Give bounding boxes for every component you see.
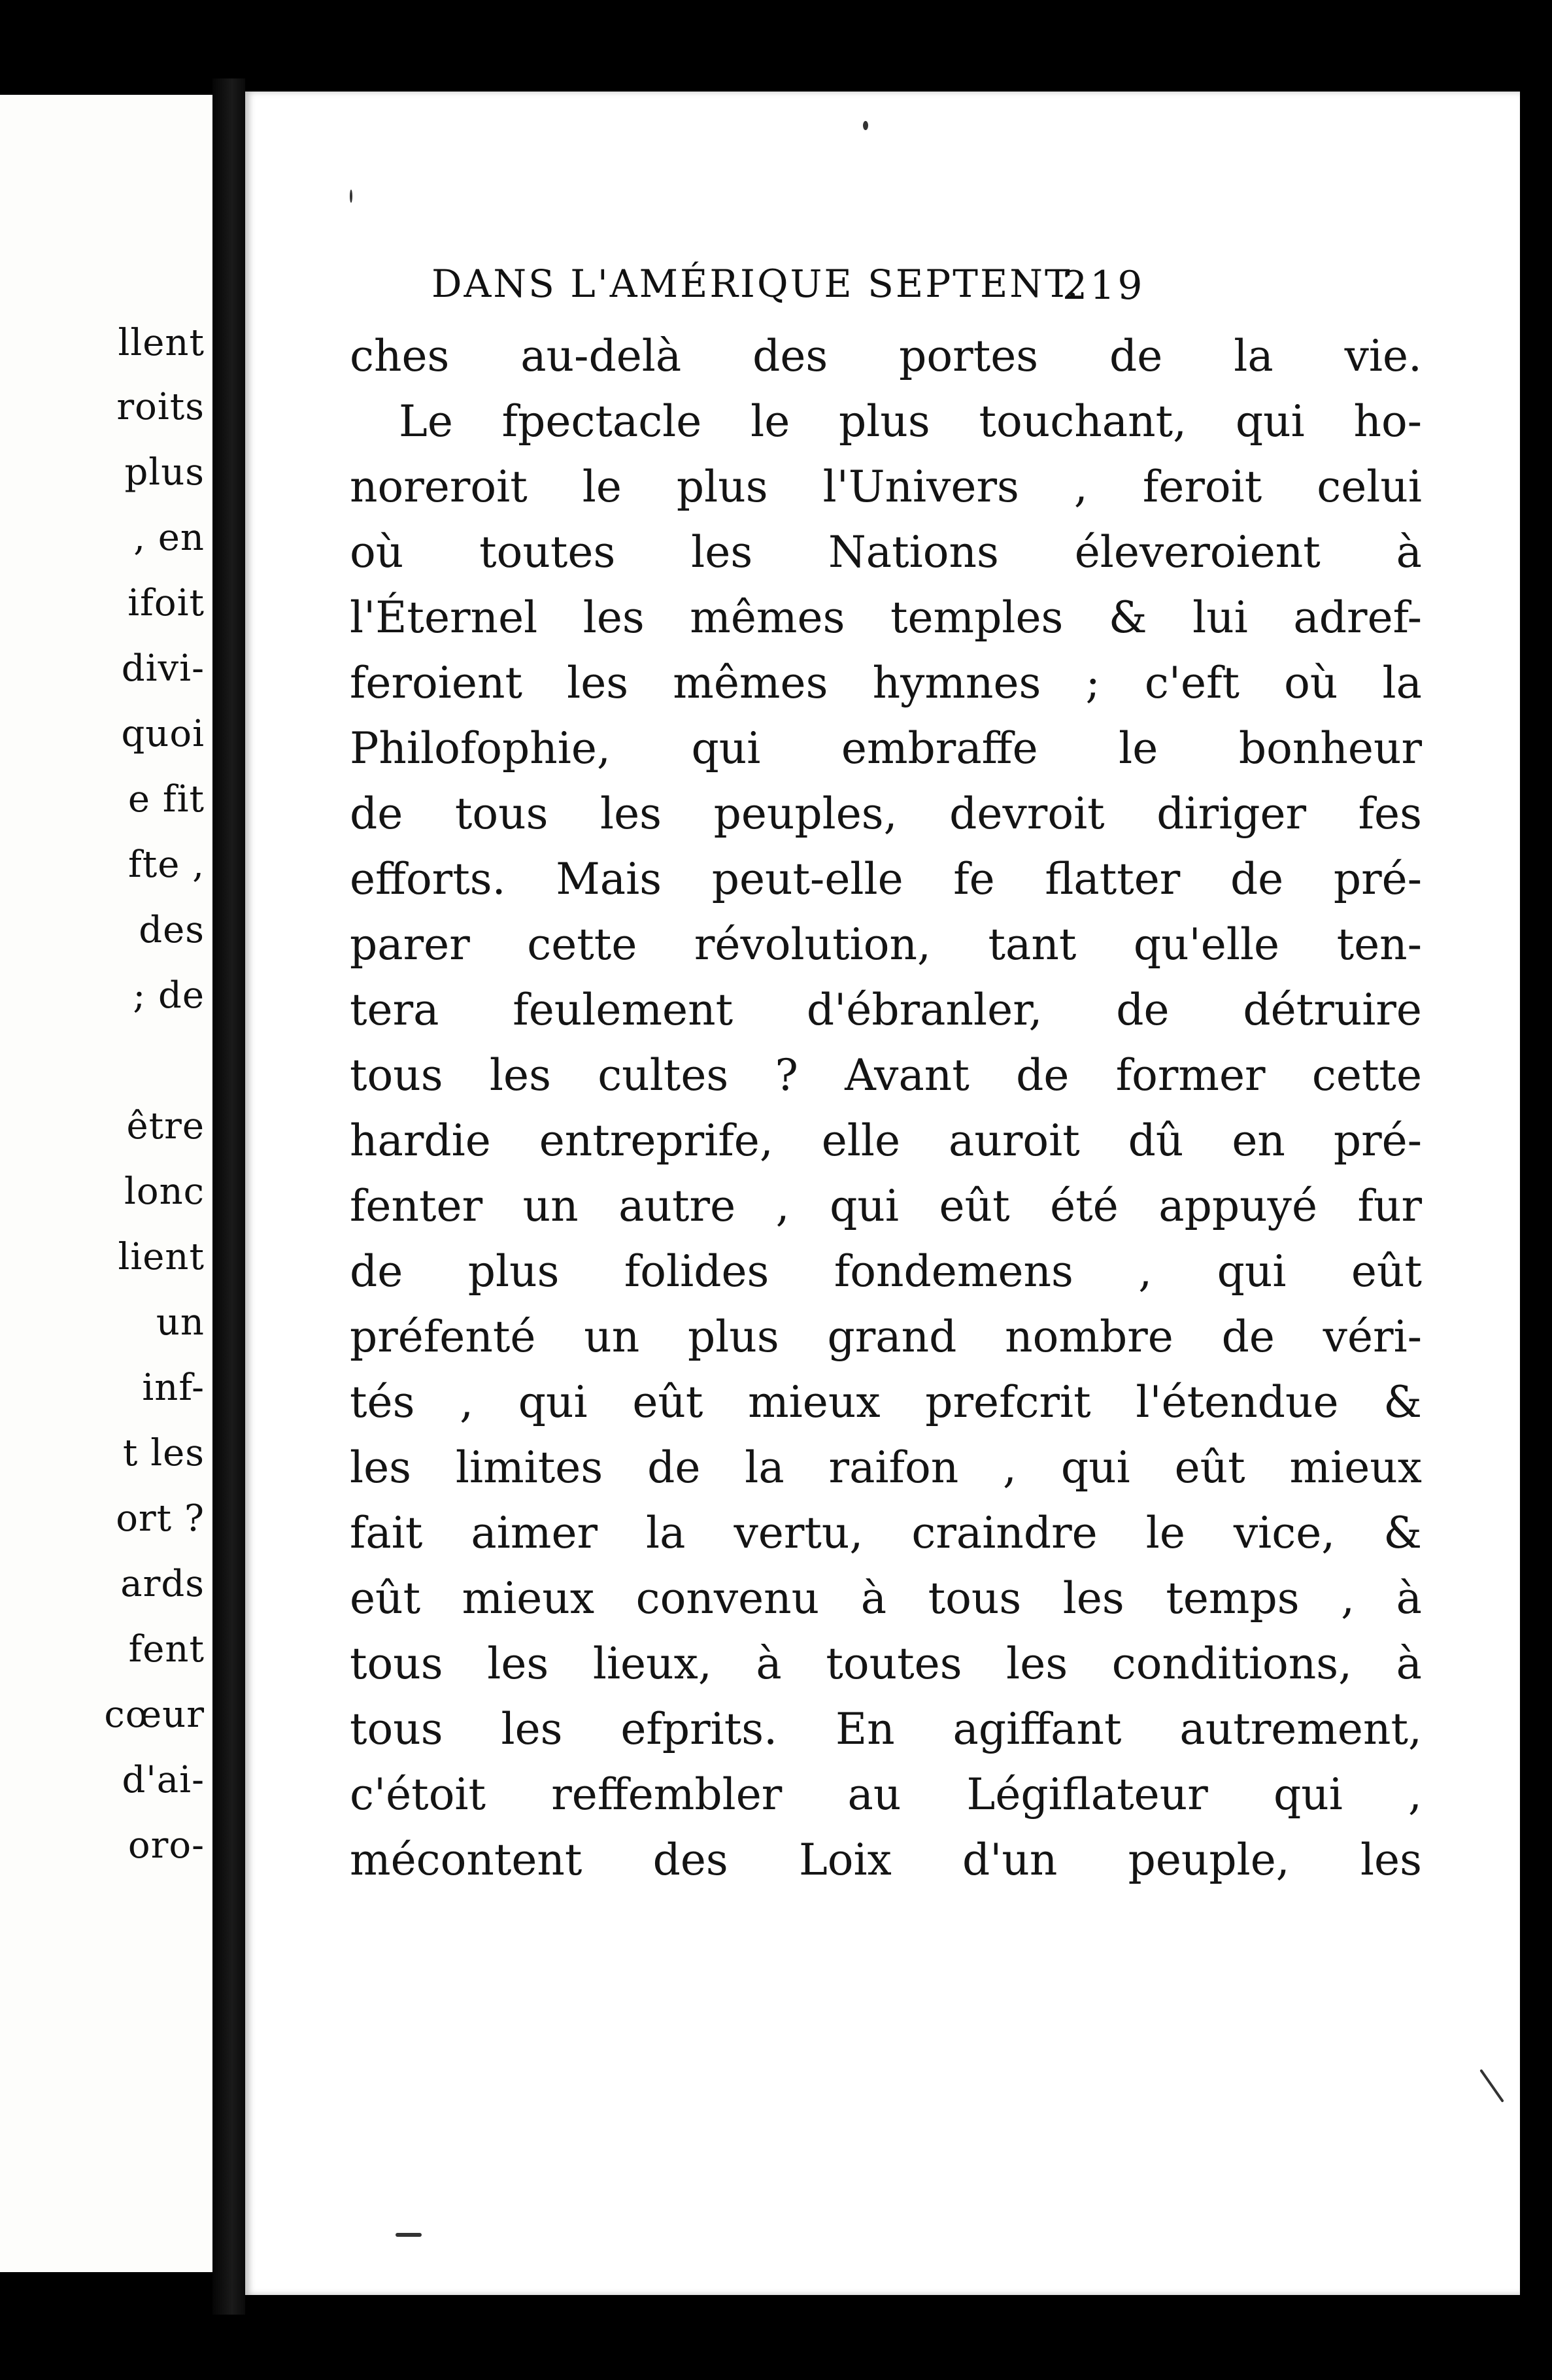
left-line: roits — [116, 386, 205, 428]
left-line: llent — [118, 322, 205, 364]
left-line: ifoit — [127, 582, 205, 624]
running-head: DANS L'AMÉRIQUE SEPTENT. — [431, 262, 1081, 306]
body-line: ches au-delà des portes de la vie. — [350, 331, 1422, 381]
left-line: divi- — [121, 647, 205, 690]
body-line: préfenté un plus grand nombre de véri- — [350, 1312, 1422, 1362]
paper-speck — [863, 121, 868, 130]
body-line: tera feulement d'ébranler, de détruire — [350, 985, 1422, 1035]
body-line: noreroit le plus l'Univers , feroit celui — [350, 462, 1422, 512]
body-line: eût mieux convenu à tous les temps , à — [350, 1573, 1422, 1624]
left-line: cœur — [104, 1693, 205, 1736]
left-line: e fit — [127, 778, 205, 821]
left-line: ; de — [133, 974, 205, 1017]
body-line: de tous les peuples, devroit diriger fes — [350, 789, 1422, 839]
left-facing-page — [0, 95, 212, 2272]
body-line: l'Éternel les mêmes temples & lui adref- — [350, 592, 1422, 643]
body-line: fenter un autre , qui eût été appuyé fur — [350, 1181, 1422, 1231]
body-line: Le fpectacle le plus touchant, qui ho- — [399, 396, 1422, 447]
left-line: ort ? — [116, 1497, 205, 1540]
left-line: un — [156, 1301, 205, 1344]
page-number: 219 — [1062, 263, 1145, 309]
left-line: fte , — [128, 843, 205, 886]
left-line: des — [139, 909, 205, 951]
body-line: tous les cultes ? Avant de former cette — [350, 1050, 1422, 1100]
body-line: efforts. Mais peut-elle fe flatter de pré- — [350, 854, 1422, 904]
left-line: d'ai- — [122, 1759, 205, 1801]
left-line: fent — [128, 1628, 205, 1671]
left-line: quoi — [121, 713, 205, 755]
left-line: ards — [120, 1563, 205, 1605]
right-page — [245, 92, 1520, 2295]
left-line: , en — [133, 517, 205, 559]
left-line: oro- — [127, 1824, 205, 1867]
body-line: feroient les mêmes hymnes ; c'eft où la — [350, 658, 1422, 708]
paper-speck — [1479, 2069, 1504, 2102]
paper-speck — [350, 190, 352, 203]
body-line: mécontent des Loix d'un peuple, les — [350, 1835, 1422, 1885]
left-line: t les — [122, 1432, 205, 1474]
left-line: inf- — [142, 1367, 205, 1409]
body-line: c'étoit reffembler au Légiflateur qui , — [350, 1769, 1422, 1820]
binding-gutter — [212, 78, 245, 2315]
paper-speck — [396, 2233, 422, 2237]
body-line: fait aimer la vertu, craindre le vice, & — [350, 1508, 1422, 1558]
body-line: Philofophie, qui embraffe le bonheur — [350, 723, 1422, 774]
body-line: les limites de la raifon , qui eût mieux — [350, 1442, 1422, 1493]
body-line: tous les efprits. En agiffant autrement, — [350, 1704, 1422, 1754]
body-line: où toutes les Nations éleveroient à — [350, 527, 1422, 577]
left-line: plus — [124, 451, 205, 494]
body-line: tés , qui eût mieux prefcrit l'étendue & — [350, 1377, 1422, 1427]
left-line: lient — [118, 1236, 205, 1278]
body-line: tous les lieux, à toutes les conditions, à — [350, 1639, 1422, 1689]
body-line: hardie entreprife, elle auroit dû en pré- — [350, 1115, 1422, 1166]
body-line: parer cette révolution, tant qu'elle ten- — [350, 919, 1422, 970]
left-line: être — [126, 1105, 205, 1148]
body-line: de plus folides fondemens , qui eût — [350, 1246, 1422, 1297]
left-line: lonc — [124, 1170, 205, 1213]
